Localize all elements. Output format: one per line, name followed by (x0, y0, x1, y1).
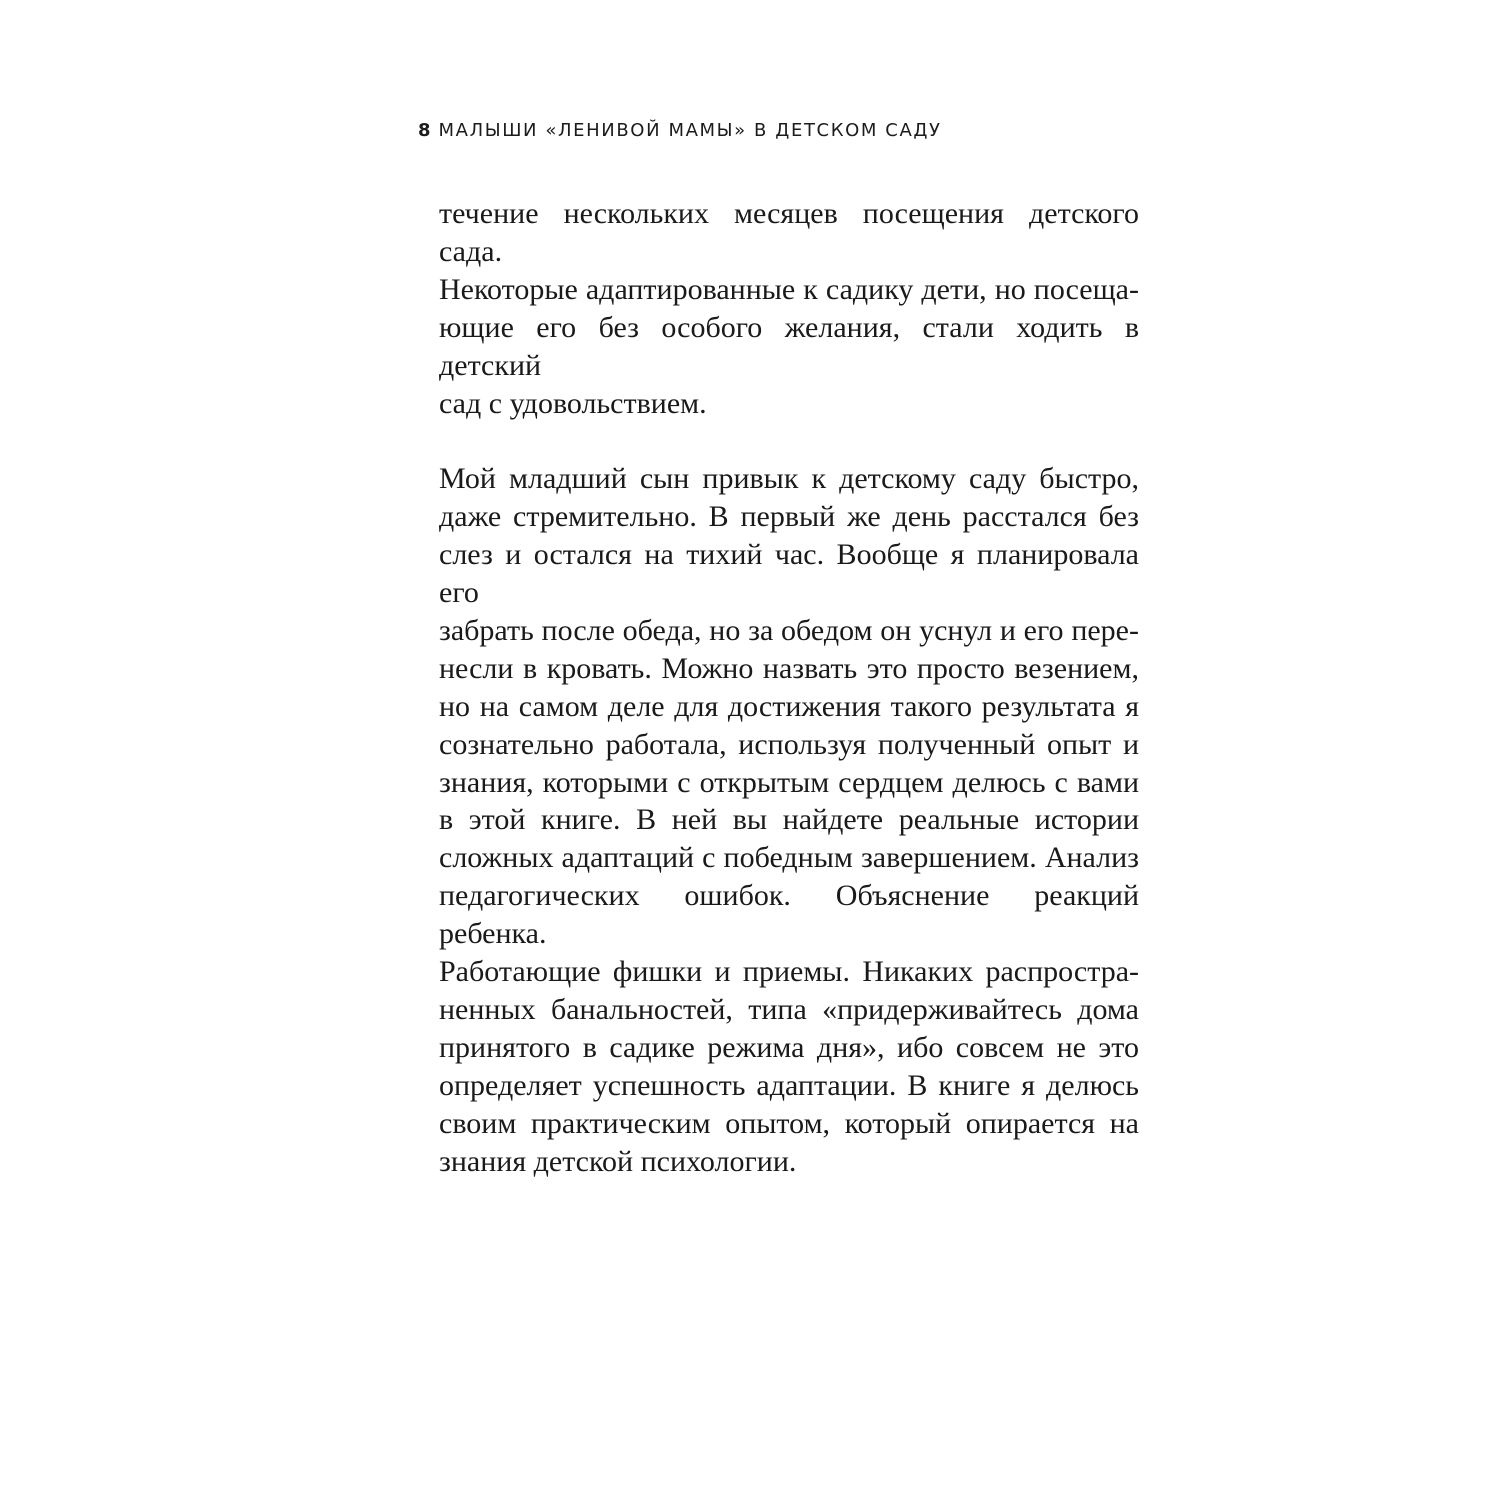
text-line: но на самом деле для достижения такого результата я (439, 689, 1139, 723)
running-title: МАЛЫШИ «ЛЕНИВОЙ МАМЫ» В ДЕТСКОМ САДУ (438, 120, 942, 141)
text-line: течение нескольких месяцев посещения детского сада. (439, 197, 1139, 268)
text-line: знания детской психологии. (439, 1144, 797, 1178)
text-line: забрать после обеда, но за обедом он уснул и его пере- (439, 613, 1139, 647)
text-line: несли в кровать. Можно назвать это просто везением, (439, 651, 1139, 685)
text-line: сложных адаптаций с победным завершением. Анализ (439, 841, 1139, 875)
paragraph-1 (439, 195, 1139, 422)
text-line: слез и остался на тихий час. Вообще я планировала его (439, 538, 1139, 610)
body-text (439, 195, 1139, 1181)
running-head (418, 117, 942, 145)
text-line: Работающие фишки и приемы. Никаких распростра- (439, 955, 1139, 989)
text-line: своим практическим опытом, который опирается на (439, 1106, 1139, 1140)
text-line: Некоторые адаптированные к садику дети, но посеща- (439, 272, 1139, 306)
text-line: определяет успешность адаптации. В книге я делюсь (439, 1068, 1139, 1102)
text-line: сознательно работала, используя полученный опыт и (439, 727, 1139, 761)
text-line: даже стремительно. В первый же день расстался без (439, 500, 1139, 534)
text-line: ющие его без особого желания, стали ходить в детский (439, 310, 1139, 382)
text-line: ненных банальностей, типа «придерживайтесь дома (439, 993, 1139, 1027)
text-line: в этой книге. В ней вы найдете реальные истории (439, 803, 1139, 837)
text-line: сад с удовольствием. (439, 386, 707, 420)
text-line: Мой младший сын привык к детскому саду быстро, (439, 462, 1139, 496)
text-line: педагогических ошибок. Объяснение реакций ребенка. (439, 879, 1139, 951)
text-line: принятого в садике режима дня», ибо совсем не это (439, 1030, 1139, 1064)
page-number: 8 (418, 120, 431, 141)
paragraph-2 (439, 460, 1139, 1180)
text-line: знания, которыми с открытым сердцем делюсь с вами (439, 765, 1139, 799)
